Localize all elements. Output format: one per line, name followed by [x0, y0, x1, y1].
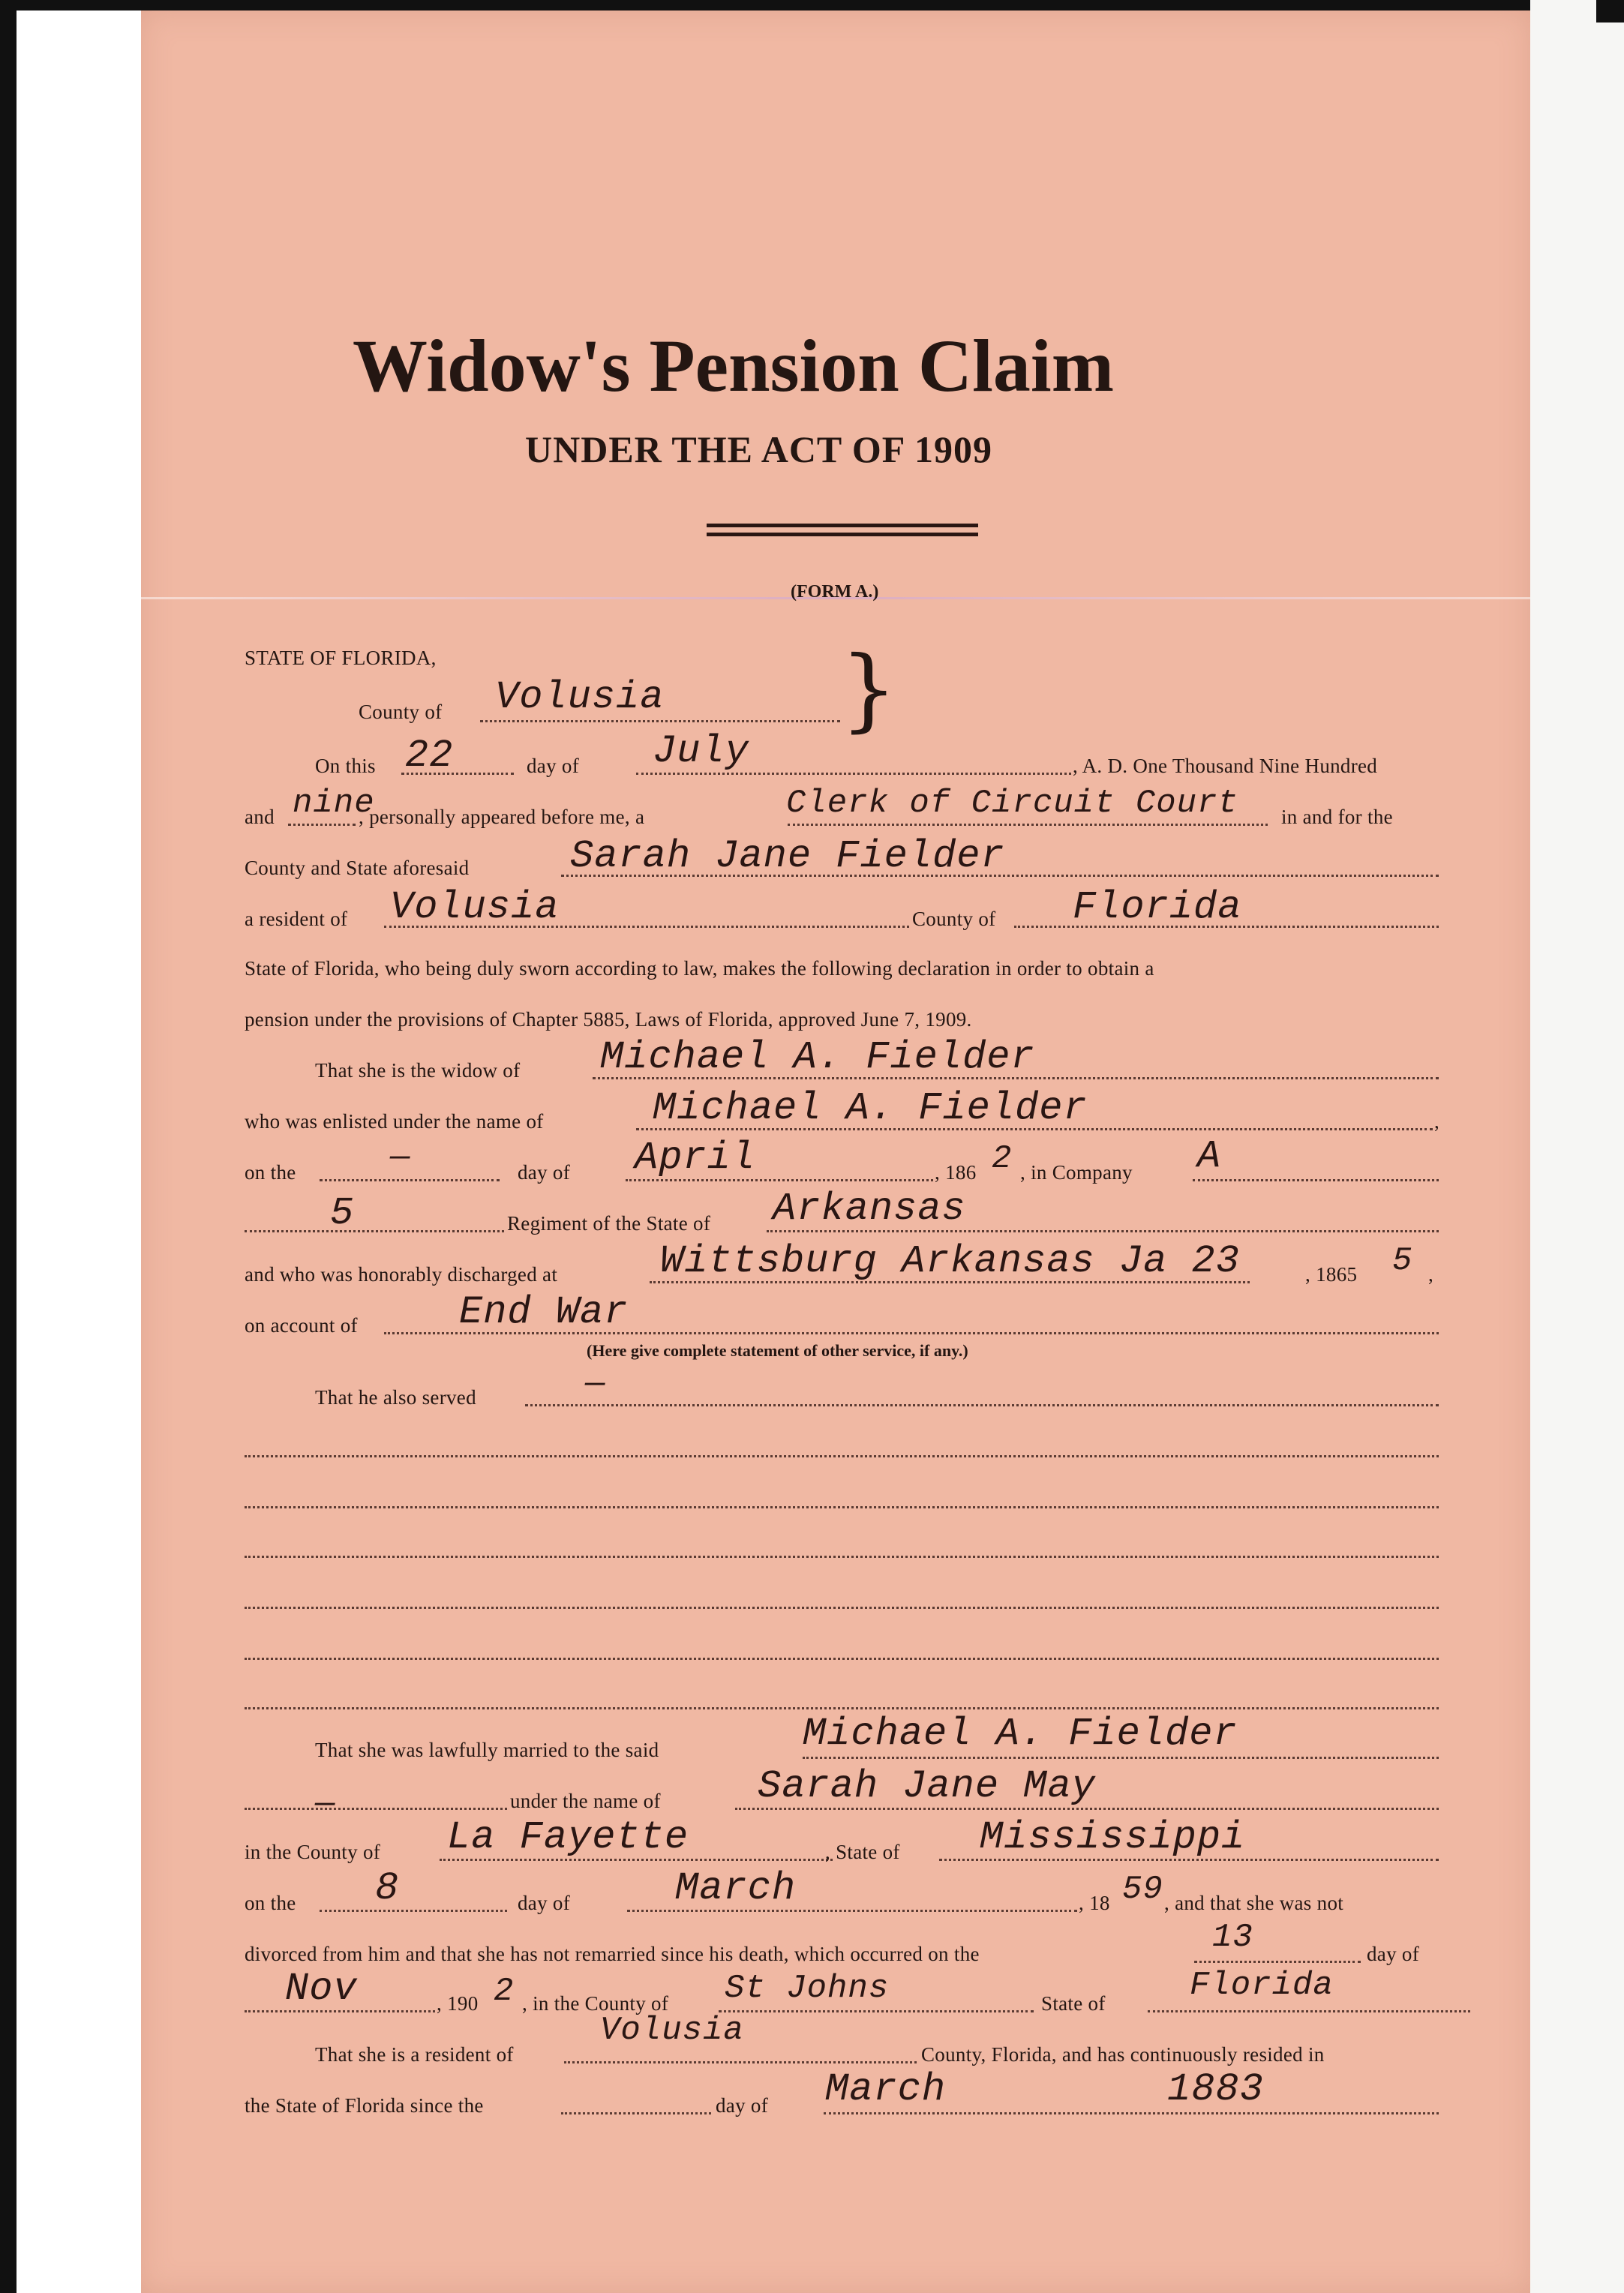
line17-on-the: on the [245, 1892, 296, 1914]
line2-in-and-for: in and for the [1281, 806, 1393, 828]
line9-day-of: day of [518, 1161, 571, 1184]
dots [245, 1808, 507, 1810]
dots [719, 2010, 1034, 2012]
death-county-handwritten: St Johns [725, 1970, 890, 2007]
line8-enlisted: who was enlisted under the name of [245, 1110, 544, 1133]
line9-186: , 186 [935, 1161, 977, 1184]
officer-handwritten: Clerk of Circuit Court [786, 785, 1238, 822]
discharge-reason-handwritten: End War [459, 1290, 629, 1334]
line5-declaration: State of Florida, who being duly sworn according to law, makes the following declaration in order to obtain a [245, 957, 1154, 980]
dots [1193, 1179, 1439, 1181]
line12-account: on account of [245, 1314, 358, 1337]
dots [564, 2061, 917, 2063]
line20-county-florida: County, Florida, and has continuously resided in [921, 2043, 1325, 2066]
line4-county-of: County of [912, 908, 996, 930]
dots [320, 1179, 500, 1181]
line17-18: , 18 [1079, 1892, 1110, 1914]
other-service-note: (Here give complete statement of other service, if any.) [587, 1341, 968, 1360]
blank-line-3 [245, 1556, 1439, 1558]
discharge-year-handwritten: 5 [1392, 1242, 1413, 1280]
line1-ad: , A. D. One Thousand Nine Hundred [1073, 755, 1378, 777]
death-day-handwritten: 13 [1212, 1919, 1253, 1956]
year-handwritten: nine [293, 785, 375, 822]
month-handwritten: July [653, 729, 749, 773]
blank-line-5 [245, 1658, 1439, 1660]
married-dash-handwritten: — [315, 1785, 336, 1823]
line3-county-state: County and State aforesaid [245, 857, 470, 879]
line21-day-of: day of [716, 2094, 769, 2117]
dots [1148, 2010, 1470, 2012]
residence-since-year-handwritten: 1883 [1167, 2067, 1264, 2111]
dots [320, 1910, 507, 1912]
county-line [480, 720, 840, 722]
scan-top-edge [0, 0, 1624, 11]
married-to-handwritten: Michael A. Fielder [803, 1712, 1238, 1756]
title-rule-top [707, 524, 978, 527]
blank-line-4 [245, 1607, 1439, 1609]
line4-resident: a resident of [245, 908, 348, 930]
claimant-name-handwritten: Sarah Jane Fielder [570, 834, 1005, 878]
county-handwritten: Volusia [495, 675, 665, 719]
marriage-month-handwritten: March [675, 1866, 797, 1910]
dots [824, 2112, 1439, 2114]
dots [288, 824, 356, 826]
dots [561, 2112, 711, 2114]
maiden-name-handwritten: Sarah Jane May [758, 1764, 1096, 1808]
line20-resident: That she is a resident of [315, 2043, 514, 2066]
line14-married: That she was lawfully married to the said [315, 1739, 659, 1761]
line11-1865: , 1865 [1305, 1263, 1358, 1286]
line1-on-this: On this [315, 755, 376, 777]
enlisted-name-handwritten: Michael A. Fielder [653, 1086, 1088, 1130]
scan-right-margin [1530, 0, 1624, 2293]
line6-chapter: pension under the provisions of Chapter 5885, Laws of Florida, approved June 7, 1909. [245, 1008, 972, 1031]
residence-handwritten: Volusia [390, 885, 560, 929]
death-month-handwritten: Nov [285, 1967, 358, 2011]
dots [788, 824, 1268, 826]
line18-day-of: day of [1367, 1943, 1420, 1965]
line8-comma: , [1434, 1110, 1440, 1133]
enlist-day-handwritten: — [390, 1139, 411, 1176]
dots [803, 1757, 1439, 1759]
line13-also-served: That he also served [315, 1386, 476, 1409]
marriage-day-handwritten: 8 [375, 1866, 400, 1910]
day-handwritten: 22 [405, 734, 454, 778]
residence-since-month-handwritten: March [825, 2067, 947, 2111]
county-label: County of [359, 701, 443, 723]
line19-190: , 190 [437, 1992, 479, 2015]
line9-company: , in Company [1020, 1161, 1133, 1184]
state-brace: } [840, 638, 898, 742]
regiment-handwritten: 5 [330, 1191, 355, 1235]
line17-day-of: day of [518, 1892, 571, 1914]
state-label: STATE OF FLORIDA, [245, 647, 437, 669]
marriage-year-handwritten: 59 [1122, 1871, 1163, 1908]
blank-line-2 [245, 1506, 1439, 1508]
line17-not: , and that she was not [1164, 1892, 1344, 1914]
current-county-handwritten: Volusia [600, 2012, 744, 2049]
page-subtitle: UNDER THE ACT OF 1909 [525, 428, 992, 470]
scan-right-edge [1596, 0, 1624, 23]
page-title: Widow's Pension Claim [353, 324, 1114, 407]
death-state-handwritten: Florida [1190, 1967, 1334, 2004]
husband-name-handwritten: Michael A. Fielder [600, 1035, 1035, 1079]
blank-line-6 [245, 1707, 1439, 1709]
line11-discharged: and who was honorably discharged at [245, 1263, 558, 1286]
regiment-state-handwritten: Arkansas [773, 1187, 966, 1231]
line1-day-of: day of [527, 755, 580, 777]
company-handwritten: A [1197, 1134, 1222, 1178]
line21-since: the State of Florida since the [245, 2094, 484, 2117]
death-year-handwritten: 2 [494, 1973, 515, 2010]
dots [525, 1404, 1439, 1406]
title-rule-bottom [707, 533, 978, 536]
line10-regiment: Regiment of the State of [507, 1212, 711, 1235]
other-service-handwritten: — [585, 1365, 606, 1403]
scan-left-edge [0, 0, 17, 2293]
line15-under-name: under the name of [510, 1790, 661, 1812]
line7-widow-of: That she is the widow of [315, 1059, 521, 1082]
marriage-county-handwritten: La Fayette [447, 1815, 689, 1859]
discharge-place-handwritten: Wittsburg Arkansas Ja 23 [660, 1239, 1240, 1283]
blank-line-1 [245, 1455, 1439, 1457]
dots [1194, 1961, 1361, 1963]
line18-divorced: divorced from him and that she has not remarried since his death, which occurred on the [245, 1943, 980, 1965]
line19-county-of: , in the County of [522, 1992, 669, 2015]
line2-and: and [245, 806, 275, 828]
line11-comma: , [1428, 1263, 1434, 1286]
dots [245, 1230, 504, 1232]
state-handwritten: Florida [1073, 885, 1242, 929]
enlist-year-handwritten: 2 [992, 1140, 1013, 1178]
form-label: (FORM A.) [791, 582, 879, 602]
line16-state-of: , State of [825, 1841, 900, 1863]
line16-county-of: in the County of [245, 1841, 381, 1863]
enlist-month-handwritten: April [635, 1136, 756, 1180]
line2-appeared: , personally appeared before me, a [359, 806, 645, 828]
line9-on-the: on the [245, 1161, 296, 1184]
marriage-state-handwritten: Mississippi [980, 1815, 1246, 1859]
line19-state-of: State of [1041, 1992, 1106, 2015]
